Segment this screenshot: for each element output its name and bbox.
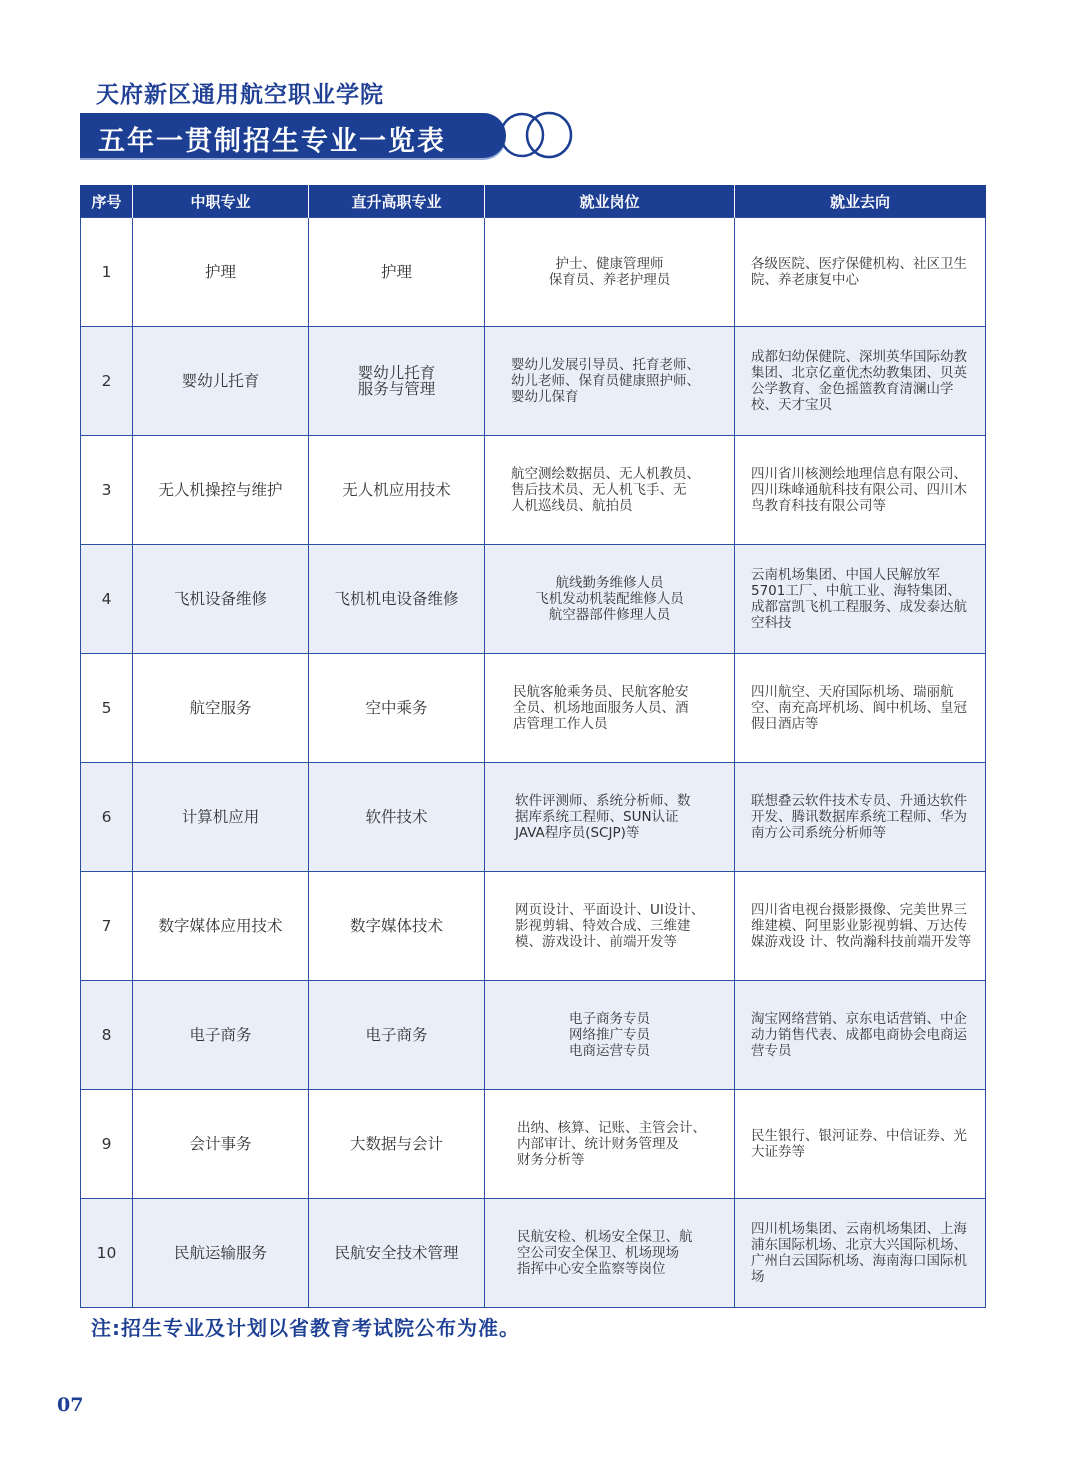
- table-row: [81, 1199, 986, 1308]
- cell-mid-major: 计算机应用: [133, 763, 309, 872]
- majors-table: [80, 185, 986, 1308]
- cell-mid-major: 数字媒体应用技术: [133, 872, 309, 981]
- cell-destination: 联想叠云软件技术专员、升通达软件开发、腾讯数据库系统工程师、华为南方公司系统分析师等: [735, 763, 986, 872]
- cell-no: 1: [81, 218, 133, 327]
- cell-no: 2: [81, 327, 133, 436]
- table-row: [81, 545, 986, 654]
- cell-destination: 民生银行、银河证券、中信证券、光大证券等: [735, 1090, 986, 1199]
- cell-mid-major: 无人机操控与维护: [133, 436, 309, 545]
- col-header-jobs: 就业岗位: [485, 185, 735, 218]
- cell-destination: 淘宝网络营销、京东电话营销、中企动力销售代表、成都电商协会电商运营专员: [735, 981, 986, 1090]
- cell-jobs: 航空测绘数据员、无人机教员、 售后技术员、无人机飞手、无 人机巡线员、航拍员: [485, 436, 735, 545]
- school-name: 天府新区通用航空职业学院: [96, 82, 384, 108]
- cell-destination: 成都妇幼保健院、深圳英华国际幼教集团、北京亿童优杰幼教集团、贝英公学教育、金色摇篮教育清澜山学校、天才宝贝: [735, 327, 986, 436]
- cell-high-major: 民航安全技术管理: [309, 1199, 485, 1308]
- cell-high-major: 大数据与会计: [309, 1090, 485, 1199]
- table-row: [81, 981, 986, 1090]
- cell-mid-major: 护理: [133, 218, 309, 327]
- cell-jobs: 航线勤务维修人员 飞机发动机装配维修人员 航空器部件修理人员: [485, 545, 735, 654]
- cell-mid-major: 电子商务: [133, 981, 309, 1090]
- table-row: [81, 1090, 986, 1199]
- col-header-no: 序号: [81, 185, 133, 218]
- cell-mid-major: 飞机设备维修: [133, 545, 309, 654]
- page-number: 07: [57, 1394, 84, 1416]
- table-row: [81, 436, 986, 545]
- cell-no: 9: [81, 1090, 133, 1199]
- cell-destination: 四川航空、天府国际机场、瑞丽航空、南充高坪机场、阆中机场、皇冠假日酒店等: [735, 654, 986, 763]
- cell-high-major: 软件技术: [309, 763, 485, 872]
- cell-jobs: 婴幼儿发展引导员、托育老师、 幼儿老师、保育员健康照护师、 婴幼儿保育: [485, 327, 735, 436]
- cell-mid-major: 航空服务: [133, 654, 309, 763]
- title-banner: [80, 113, 506, 158]
- cell-destination: 云南机场集团、中国人民解放军5701工厂、中航工业、海特集团、成都富凯飞机工程服务、成发泰达航空科技: [735, 545, 986, 654]
- cell-jobs: 软件评测师、系统分析师、数 据库系统工程师、SUN认证 JAVA程序员(SCJP)等: [485, 763, 735, 872]
- cell-high-major: 婴幼儿托育 服务与管理: [309, 327, 485, 436]
- cell-no: 5: [81, 654, 133, 763]
- page-title: 五年一贯制招生专业一览表: [98, 126, 446, 157]
- cell-high-major: 飞机机电设备维修: [309, 545, 485, 654]
- col-header-mid: 中职专业: [133, 185, 309, 218]
- table-row: [81, 763, 986, 872]
- cell-no: 3: [81, 436, 133, 545]
- cell-no: 4: [81, 545, 133, 654]
- cell-jobs: 民航客舱乘务员、民航客舱安 全员、机场地面服务人员、酒 店管理工作人员: [485, 654, 735, 763]
- cell-destination: 四川省电视台摄影摄像、完美世界三维建模、阿里影业影视剪辑、万达传媒游戏设 计、牧尚瀚科技前端开发等: [735, 872, 986, 981]
- cell-no: 10: [81, 1199, 133, 1308]
- cell-jobs: 民航安检、机场安全保卫、航 空公司安全保卫、机场现场 指挥中心安全监察等岗位: [485, 1199, 735, 1308]
- cell-destination: 各级医院、医疗保健机构、社区卫生院、养老康复中心: [735, 218, 986, 327]
- cell-jobs: 出纳、核算、记账、主管会计、 内部审计、统计财务管理及 财务分析等: [485, 1090, 735, 1199]
- table-row: [81, 872, 986, 981]
- cell-mid-major: 婴幼儿托育: [133, 327, 309, 436]
- cell-jobs: 电子商务专员 网络推广专员 电商运营专员: [485, 981, 735, 1090]
- table-row: [81, 654, 986, 763]
- circles-decoration-icon: [500, 108, 578, 166]
- cell-high-major: 无人机应用技术: [309, 436, 485, 545]
- cell-high-major: 数字媒体技术: [309, 872, 485, 981]
- cell-destination: 四川省川核测绘地理信息有限公司、四川珠峰通航科技有限公司、四川木鸟教育科技有限公司等: [735, 436, 986, 545]
- cell-high-major: 护理: [309, 218, 485, 327]
- cell-mid-major: 民航运输服务: [133, 1199, 309, 1308]
- cell-mid-major: 会计事务: [133, 1090, 309, 1199]
- cell-high-major: 电子商务: [309, 981, 485, 1090]
- cell-no: 8: [81, 981, 133, 1090]
- table-header-row: [81, 185, 986, 218]
- footnote: 注:招生专业及计划以省教育考试院公布为准。: [91, 1316, 520, 1340]
- cell-jobs: 护士、健康管理师 保育员、养老护理员: [485, 218, 735, 327]
- cell-no: 7: [81, 872, 133, 981]
- cell-destination: 四川机场集团、云南机场集团、上海浦东国际机场、北京大兴国际机场、广州白云国际机场、海南海口国际机场: [735, 1199, 986, 1308]
- cell-jobs: 网页设计、平面设计、UI设计、 影视剪辑、特效合成、三维建 模、游戏设计、前端开发等: [485, 872, 735, 981]
- col-header-dest: 就业去向: [735, 185, 986, 218]
- col-header-high: 直升高职专业: [309, 185, 485, 218]
- cell-no: 6: [81, 763, 133, 872]
- cell-high-major: 空中乘务: [309, 654, 485, 763]
- table-row: [81, 327, 986, 436]
- table-row: [81, 218, 986, 327]
